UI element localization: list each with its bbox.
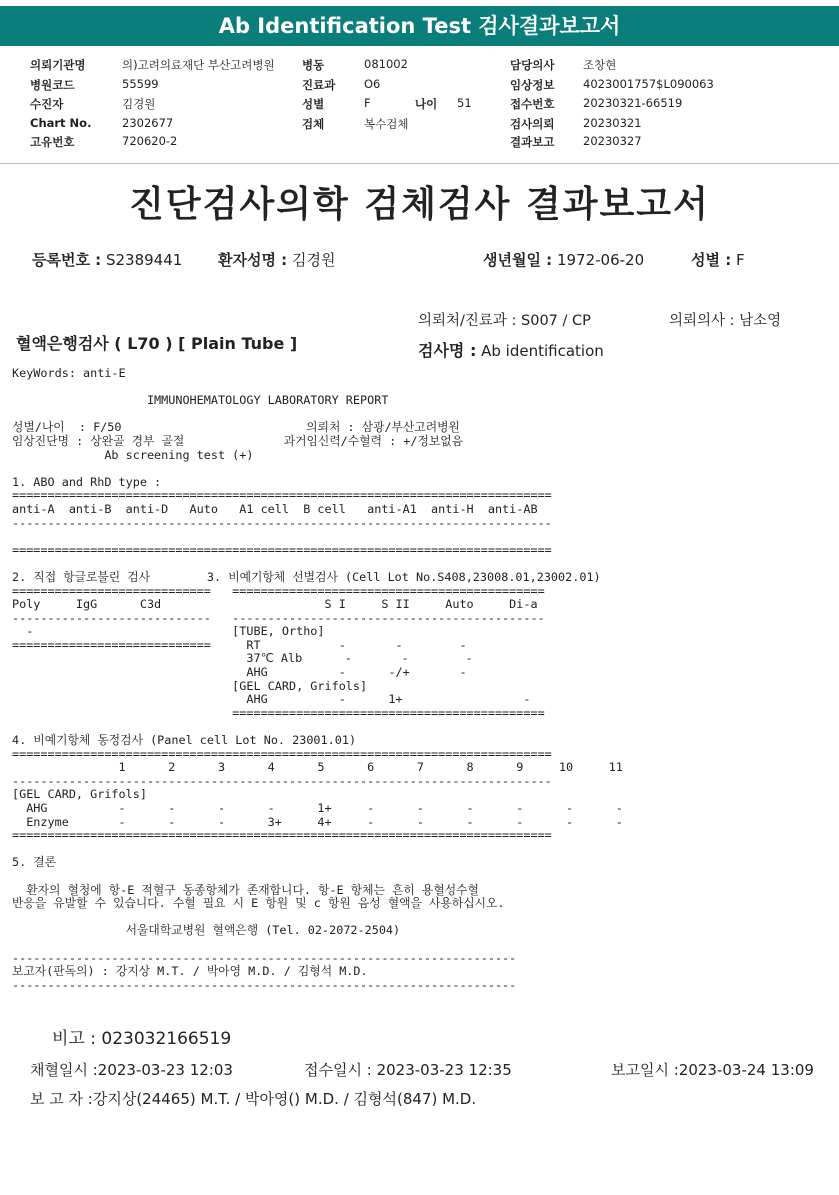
name-label: 환자성명 : bbox=[218, 251, 288, 269]
info-row-institution bbox=[30, 57, 275, 73]
test-name-label: 검사명 : bbox=[418, 341, 477, 360]
test-name bbox=[418, 338, 604, 361]
remark bbox=[52, 1024, 231, 1049]
reporter-label: 보 고 자 : bbox=[30, 1090, 93, 1108]
name-value: 김경원 bbox=[291, 251, 336, 269]
info-label: 수진자 bbox=[30, 97, 64, 111]
info-value: 55599 bbox=[122, 77, 159, 91]
registration-number bbox=[32, 249, 182, 270]
sex-label: 성별 : bbox=[691, 251, 732, 269]
info-value: 의)고려의료재단 부산고려병원 bbox=[122, 58, 275, 72]
report-title: 진단검사의학 검체검사 결과보고서 bbox=[129, 184, 710, 225]
report-value: 2023-03-24 13:09 bbox=[678, 1061, 814, 1079]
info-row-request-date bbox=[510, 116, 642, 132]
info-value: 720620-2 bbox=[122, 134, 178, 148]
info-value: F bbox=[364, 96, 371, 110]
test-name-value: Ab identification bbox=[481, 342, 604, 360]
lab-report-body: KeyWords: anti-E IMMUNOHEMATOLOGY LABORATORY REPORT 성별/나이 : F/50 의뢰처 : 삼광/부산고려병원 임상진단명 : 상완골 경부 골절 과거임신력/수혈력 : +/정보없음 Ab screening test (+) 1. ABO and RhD type : ============================================================================ anti-A anti-B anti-D Auto A1 cell B cell anti-A1 anti-H anti-AB ---------------------------------------------------------------------------- ============================================================================ 2. 직접 항글로불린 검사 3. 비예기항체 선별검사 (Cell Lot No.S408,23008.01,23002.01) ============================ ============================================ Poly IgG C3d S I S II Auto Di-a ---------------------------- -------------------------------------------- - [TUBE, Ortho] ============================ RT - - - 37℃ Alb - - - AHG - -/+ - [GEL CARD, Grifols] AHG - 1+ - ============================================ 4. 비예기항체 동정검사 (Panel cell Lot No. 23001.01) ============================================================================ 1 2 3 4 5 6 7 8 9 10 11 ---------------------------------------------------------------------------- [GEL CARD, Grifols] AHG - - - - 1+ - - - - - - Enzyme - - - 3+ 4+ - - - - - - ============================================================================ 5. 결론 환자의 혈청에 항-E 적혈구 동종항체가 존재합니다. 항-E 항체는 흔히 용혈성수혈 반응을 유발할 수 있습니다. 수혈 필요 시 E 항원 및 c 항원 음성 혈액을 사용하십시오. 서울대학교병원 혈액은행 (Tel. 02-2072-2504) ----------------------------------------------------------------------- 보고자(판독의) : 강지상 M.T. / 박아영 M.D. / 김형석 M.D. ----------------------------------------------------------------------- bbox=[12, 366, 623, 992]
receipt-value: 2023-03-23 12:35 bbox=[376, 1061, 512, 1079]
requesting-doctor: 의뢰의사 : 남소영 bbox=[669, 313, 782, 329]
reporter-value: 강지상(24465) M.T. / 박아영() M.D. / 김형석(847) M.D. bbox=[92, 1090, 477, 1108]
info-value: 2302677 bbox=[122, 116, 174, 130]
info-value: 김경원 bbox=[122, 97, 156, 111]
info-label: 성별 bbox=[302, 97, 325, 111]
info-row-specimen bbox=[302, 116, 409, 132]
info-row-doctor bbox=[510, 57, 617, 73]
info-label: 결과보고 bbox=[510, 135, 555, 149]
report-label: 보고일시 : bbox=[611, 1061, 679, 1079]
age-value: 51 bbox=[457, 96, 472, 110]
info-label: 검체 bbox=[302, 117, 325, 131]
info-label: 의뢰기관명 bbox=[30, 58, 86, 72]
info-label: 고유번호 bbox=[30, 135, 75, 149]
info-label: 병원코드 bbox=[30, 78, 75, 92]
report-header-title: Ab Identification Test 검사결과보고서 bbox=[0, 6, 839, 46]
info-label: 임상정보 bbox=[510, 78, 555, 92]
info-value: 20230327 bbox=[583, 134, 642, 148]
info-row-patient bbox=[30, 96, 156, 112]
info-value: 081002 bbox=[364, 57, 408, 71]
receipt-label: 접수일시 : bbox=[304, 1061, 372, 1079]
patient-sex bbox=[691, 249, 745, 270]
info-value: 20230321-66519 bbox=[583, 96, 683, 110]
remark-label: 비고 : bbox=[52, 1029, 96, 1049]
info-row-clinical-info bbox=[510, 77, 714, 93]
collect-value: 2023-03-23 12:03 bbox=[97, 1061, 233, 1079]
info-label: 진료과 bbox=[302, 78, 336, 92]
date-of-birth bbox=[483, 249, 644, 270]
report-time bbox=[611, 1059, 814, 1080]
info-row-sex bbox=[302, 96, 472, 112]
info-label: 접수번호 bbox=[510, 97, 555, 111]
info-label: Chart No. bbox=[30, 116, 92, 130]
info-value: O6 bbox=[364, 77, 381, 91]
info-row-department bbox=[302, 77, 381, 93]
dob-value: 1972-06-20 bbox=[556, 251, 645, 269]
info-row-report-date bbox=[510, 134, 642, 150]
info-row-ward bbox=[302, 57, 408, 73]
collection-time bbox=[30, 1059, 233, 1080]
age-label: 나이 bbox=[415, 97, 438, 111]
info-row-hospital-code bbox=[30, 77, 159, 93]
receipt-time bbox=[304, 1059, 512, 1080]
info-value: 조창현 bbox=[583, 58, 617, 72]
info-row-receipt-no bbox=[510, 96, 683, 112]
info-label: 병동 bbox=[302, 58, 325, 72]
collect-label: 채혈일시 : bbox=[30, 1061, 98, 1079]
reg-value: S2389441 bbox=[105, 251, 183, 269]
info-row-unique-no bbox=[30, 134, 178, 150]
info-label: 검사의뢰 bbox=[510, 117, 555, 131]
remark-value: 023032166519 bbox=[101, 1029, 232, 1049]
test-group: 혈액은행검사 ( L70 ) [ Plain Tube ] bbox=[16, 334, 298, 353]
requesting-dept: 의뢰처/진료과 : S007 / CP bbox=[418, 313, 591, 329]
reg-label: 등록번호 : bbox=[32, 251, 102, 269]
dob-label: 생년월일 : bbox=[483, 251, 553, 269]
patient-name bbox=[218, 249, 335, 270]
info-value: 20230321 bbox=[583, 116, 642, 130]
divider bbox=[0, 163, 839, 164]
info-value: 4023001757$L090063 bbox=[583, 77, 714, 91]
info-row-chart-no bbox=[30, 116, 174, 130]
info-value: 복수검체 bbox=[364, 117, 409, 131]
sex-value: F bbox=[735, 251, 745, 269]
reporters bbox=[30, 1088, 476, 1109]
info-label: 담당의사 bbox=[510, 58, 555, 72]
